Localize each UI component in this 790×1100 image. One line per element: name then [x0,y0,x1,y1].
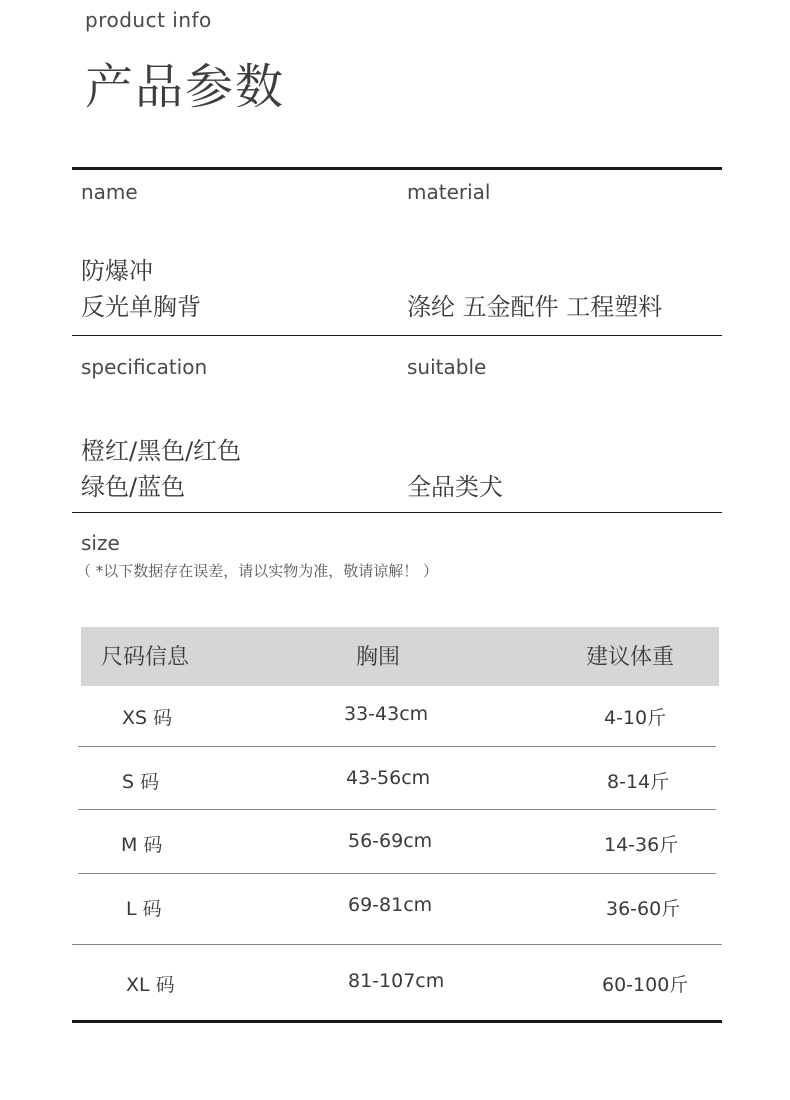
specification-value-line1: 橙红/黑色/红色 [81,437,242,465]
name-value-line1: 防爆冲 [81,257,153,285]
table-cell-weight: 4-10斤 [604,707,667,729]
row-divider [72,944,722,945]
specification-value-line2: 绿色/蓝色 [81,473,186,501]
row-divider [78,746,716,747]
table-cell-chest: 56-69cm [348,830,433,852]
size-label: size [81,531,120,555]
bottom-divider [72,1020,722,1023]
row-divider [78,873,716,874]
header-size: 尺码信息 [101,645,190,670]
material-value: 涤纶 五金配件 工程塑料 [407,293,663,321]
table-cell-chest: 33-43cm [344,703,429,725]
section-subtitle: product info [85,8,212,32]
table-cell-chest: 81-107cm [348,970,445,992]
table-cell-size: S 码 [122,771,160,793]
table-cell-weight: 36-60斤 [606,898,681,920]
size-note: （ *以下数据存在误差，请以实物为准，敬请谅解！ ） [76,562,439,580]
table-cell-size: M 码 [121,834,163,856]
table-cell-weight: 8-14斤 [607,771,670,793]
table-cell-weight: 60-100斤 [602,974,689,996]
row-divider [78,809,716,810]
material-label: material [407,180,491,204]
header-chest: 胸围 [356,645,401,670]
divider-1 [72,335,722,336]
table-cell-size: L 码 [126,898,162,920]
name-value-line2: 反光单胸背 [81,293,201,321]
header-weight: 建议体重 [586,645,675,670]
table-cell-size: XS 码 [122,707,173,729]
suitable-label: suitable [407,355,487,379]
page-title: 产品参数 [85,59,286,115]
specification-label: specification [81,355,208,379]
top-divider [72,167,722,170]
suitable-value: 全品类犬 [407,473,503,501]
table-cell-chest: 69-81cm [348,894,433,916]
table-cell-size: XL 码 [126,974,175,996]
name-label: name [81,180,138,204]
divider-2 [72,512,722,513]
specification-value [81,433,241,505]
table-cell-weight: 14-36斤 [604,834,679,856]
table-cell-chest: 43-56cm [346,767,431,789]
name-value [81,253,201,325]
